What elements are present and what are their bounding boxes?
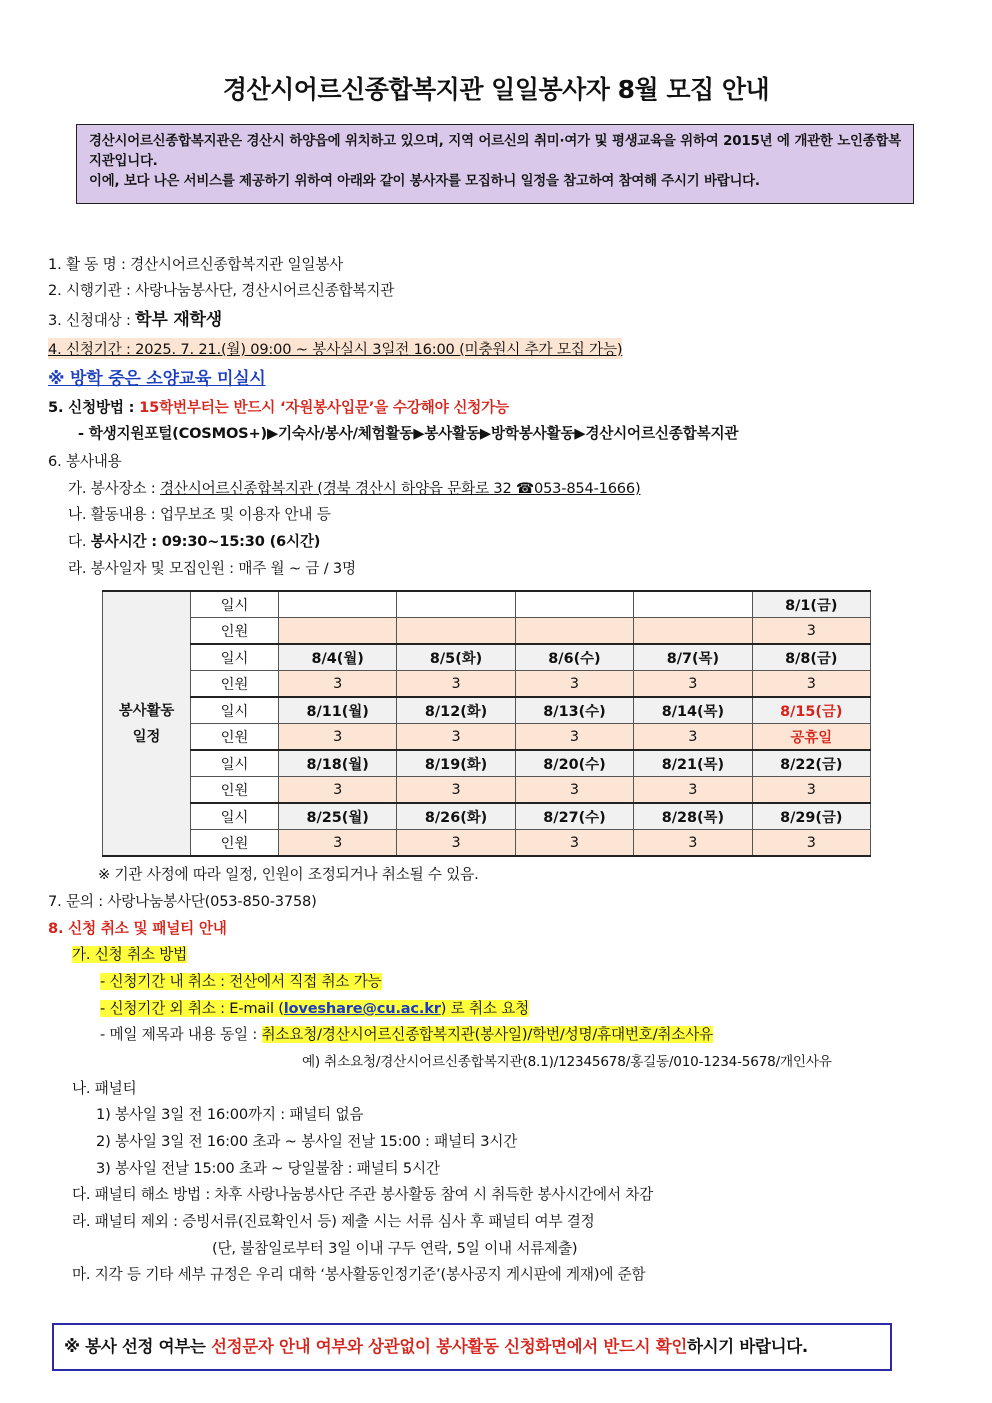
count-cell: 3	[752, 671, 870, 698]
count-cell: 3	[634, 777, 752, 804]
item-contact: 7. 문의 : 사랑나눔봉사단(053-850-3758)	[48, 893, 317, 910]
item-method-path: - 학생지원포털(COSMOS+)▶기숙사/봉사/체험활동▶봉사활동▶방학봉사활동▶경산시어르신종합복지관	[78, 425, 739, 442]
date-cell: 8/25(월)	[279, 803, 397, 830]
date-cell: 8/14(목)	[634, 697, 752, 724]
empty-cell	[634, 591, 752, 618]
table-row	[103, 591, 871, 618]
item-place	[68, 477, 640, 498]
item-target-label: 3. 신청대상 :	[48, 312, 136, 329]
date-cell: 8/1(금)	[752, 591, 870, 618]
table-row	[103, 803, 871, 830]
date-cell: 8/13(수)	[515, 697, 633, 724]
count-label: 인원	[191, 618, 279, 645]
date-cell: 8/20(수)	[515, 750, 633, 777]
table-row	[103, 724, 871, 751]
date-label: 일시	[191, 644, 279, 671]
date-label: 일시	[191, 591, 279, 618]
penalty-exempt-note: (단, 불참일로부터 3일 이내 구두 연락, 5일 이내 서류제출)	[212, 1240, 578, 1257]
mail-format-value: 취소요청/경산시어르신종합복지관(봉사일)/학번/성명/휴대번호/취소사유	[261, 1026, 714, 1043]
date-cell: 8/29(금)	[752, 803, 870, 830]
cancel-within-period	[100, 970, 382, 991]
date-cell: 8/4(월)	[279, 644, 397, 671]
empty-cell	[515, 618, 633, 645]
item-method-label: 5. 신청방법 :	[48, 399, 140, 416]
schedule-side-label	[103, 591, 191, 856]
item-organizer: 2. 시행기관 : 사랑나눔봉사단, 경산시어르신종합복지관	[48, 282, 395, 299]
date-cell: 8/19(화)	[397, 750, 515, 777]
count-cell: 3	[279, 724, 397, 751]
penalty-1: 1) 봉사일 3일 전 16:00까지 : 패널티 없음	[96, 1106, 364, 1123]
item-place-value: 경산시어르신종합복지관 (경북 경산시 하양읍 문화로 32 ☎053-854-1666)	[159, 480, 641, 497]
item-dates: 라. 봉사일자 및 모집인원 : 매주 월 ~ 금 / 3명	[68, 560, 356, 577]
item-method	[48, 396, 509, 417]
count-cell: 3	[634, 830, 752, 857]
count-cell: 3	[397, 830, 515, 857]
date-cell: 8/6(수)	[515, 644, 633, 671]
count-cell: 3	[397, 724, 515, 751]
count-label: 인원	[191, 830, 279, 857]
empty-cell	[279, 591, 397, 618]
cancel-method-text: 가. 신청 취소 방법	[72, 946, 188, 963]
date-cell: 8/5(화)	[397, 644, 515, 671]
count-cell: 3	[515, 830, 633, 857]
penalty-3: 3) 봉사일 전날 15:00 초과 ~ 당일불참 : 패널티 5시간	[96, 1160, 440, 1177]
holiday-cell: 공휴일	[752, 724, 870, 751]
page-title: 경산시어르신종합복지관 일일봉사자 8월 모집 안내	[222, 75, 770, 104]
table-row	[103, 777, 871, 804]
count-label: 인원	[191, 671, 279, 698]
notice-red: 선정문자 안내 여부와 상관없이 봉사활동 신청화면에서 반드시 확인	[211, 1337, 688, 1356]
notice-pre: ※ 봉사 선정 여부는	[64, 1337, 211, 1356]
penalty-resolve: 다. 패널티 해소 방법 : 차후 사랑나눔봉사단 주관 봉사활동 참여 시 취득한 봉사시간에서 차감	[72, 1186, 654, 1203]
date-cell: 8/11(월)	[279, 697, 397, 724]
table-row	[103, 750, 871, 777]
item-period: 4. 신청기간 : 2025. 7. 21.(월) 09:00 ~ 봉사실시 3일전 16:00 (미충원시 추가 모집 가능)	[48, 338, 622, 359]
count-cell: 3	[515, 724, 633, 751]
date-cell: 8/18(월)	[279, 750, 397, 777]
count-cell: 3	[279, 830, 397, 857]
count-cell: 3	[279, 777, 397, 804]
count-label: 인원	[191, 777, 279, 804]
penalty-exempt: 라. 패널티 제외 : 증빙서류(진료확인서 등) 제출 시는 서류 심사 후 패널티 여부 결정	[72, 1213, 595, 1230]
mail-example: 예) 취소요청/경산시어르신종합복지관(8.1)/12345678/홍길동/010-1234-5678/개인사유	[302, 1054, 832, 1070]
cancel-outside-text	[100, 1000, 529, 1017]
count-cell: 3	[634, 671, 752, 698]
item-time	[68, 530, 320, 551]
email-link[interactable]: loveshare@cu.ac.kr	[283, 1000, 441, 1017]
count-cell: 3	[397, 671, 515, 698]
mail-format-label: - 메일 제목과 내용 동일 :	[100, 1026, 262, 1043]
cancel-outside-period	[100, 997, 529, 1018]
count-cell: 3	[634, 724, 752, 751]
empty-cell	[397, 618, 515, 645]
penalty-heading: 나. 패널티	[72, 1080, 137, 1097]
intro-line-2: 이에, 보다 나은 서비스를 제공하기 위하여 아래와 같이 봉사자를 모집하니 일정을 참고하여 참여해 주시기 바랍니다.	[89, 174, 760, 189]
count-cell: 3	[515, 777, 633, 804]
item-activity-name: 1. 활 동 명 : 경산시어르신종합복지관 일일봉사	[48, 256, 344, 273]
empty-cell	[279, 618, 397, 645]
count-cell: 3	[279, 671, 397, 698]
date-label: 일시	[191, 803, 279, 830]
table-row	[103, 618, 871, 645]
date-label: 일시	[191, 697, 279, 724]
date-cell: 8/8(금)	[752, 644, 870, 671]
count-cell: 3	[515, 671, 633, 698]
date-cell: 8/21(목)	[634, 750, 752, 777]
empty-cell	[397, 591, 515, 618]
count-cell: 3	[752, 830, 870, 857]
date-cell-holiday: 8/15(금)	[752, 697, 870, 724]
count-cell: 3	[397, 777, 515, 804]
item-target	[48, 305, 222, 330]
count-label: 인원	[191, 724, 279, 751]
date-cell: 8/27(수)	[515, 803, 633, 830]
penalty-2: 2) 봉사일 3일 전 16:00 초과 ~ 봉사일 전날 15:00 : 패널티 3시간	[96, 1133, 518, 1150]
schedule-footnote: ※ 기관 사정에 따라 일정, 인원이 조정되거나 취소될 수 있음.	[98, 866, 479, 883]
date-cell: 8/12(화)	[397, 697, 515, 724]
date-cell: 8/7(목)	[634, 644, 752, 671]
mail-format	[100, 1023, 713, 1044]
table-row	[103, 671, 871, 698]
side-label-1: 봉사활동	[118, 702, 175, 719]
item-target-value: 학부 재학생	[135, 310, 222, 330]
table-row	[103, 644, 871, 671]
intro-line-1: 경산시어르신종합복지관은 경산시 하양읍에 위치하고 있으며, 지역 어르신의 취미·여가 및 평생교육을 위하여 2015년 에 개관한 노인종합복지관입니다.	[89, 134, 901, 169]
cancel-within-text: - 신청기간 내 취소 : 전산에서 직접 취소 가능	[100, 973, 382, 990]
notice-post: 하시기 바랍니다.	[687, 1337, 808, 1356]
cancel-outside-pre: - 신청기간 외 취소 : E-mail (	[100, 1000, 284, 1017]
item-method-value: 15학번부터는 반드시 ‘자원봉사입문’을 수강해야 신청가능	[139, 399, 509, 416]
item-content: 6. 봉사내용	[48, 453, 122, 470]
table-row	[103, 830, 871, 857]
table-row	[103, 697, 871, 724]
item-time-value: 봉사시간 : 09:30~15:30 (6시간)	[90, 533, 321, 550]
date-cell: 8/22(금)	[752, 750, 870, 777]
cancel-method-heading	[72, 943, 187, 964]
count-cell: 3	[752, 618, 870, 645]
vacation-note: ※ 방학 중은 소양교육 미실시	[48, 369, 266, 389]
count-cell: 3	[752, 777, 870, 804]
empty-cell	[634, 618, 752, 645]
cancel-outside-post: ) 로 취소 요청	[440, 1000, 530, 1017]
item-place-label: 가. 봉사장소 :	[68, 480, 160, 497]
schedule-table	[102, 590, 871, 857]
date-cell: 8/28(목)	[634, 803, 752, 830]
date-label: 일시	[191, 750, 279, 777]
empty-cell	[515, 591, 633, 618]
side-label-2: 일정	[132, 728, 161, 745]
item-time-label: 다.	[68, 533, 91, 550]
intro-box	[76, 124, 914, 204]
selection-notice	[52, 1323, 892, 1371]
other-rules: 마. 지각 등 기타 세부 규정은 우리 대학 ‘봉사활동인정기준’(봉사공지 게시판에 게재)에 준함	[72, 1266, 646, 1283]
date-cell: 8/26(화)	[397, 803, 515, 830]
item-work: 나. 활동내용 : 업무보조 및 이용자 안내 등	[68, 506, 331, 523]
item-cancel-penalty: 8. 신청 취소 및 패널티 안내	[48, 920, 227, 937]
